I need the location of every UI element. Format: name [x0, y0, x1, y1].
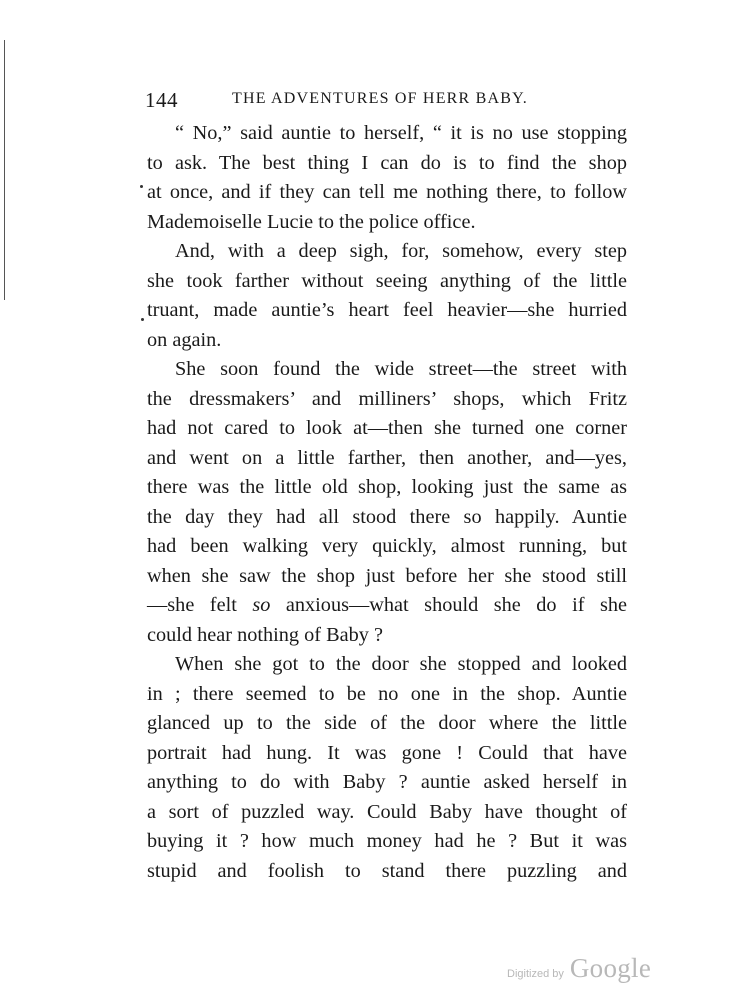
text-line: had been walking very quickly, almost running, but	[147, 535, 627, 557]
google-logo: Google	[569, 953, 652, 983]
ink-speck	[140, 185, 143, 188]
paragraph	[147, 119, 627, 237]
watermark-prefix: Digitized by	[507, 968, 564, 980]
paragraph	[147, 355, 627, 650]
text-run: anxious—what should she do if she	[270, 594, 627, 616]
digitized-watermark	[507, 953, 651, 984]
body-text	[147, 119, 627, 886]
text-line: When she got to the door she stopped and looked	[175, 653, 627, 675]
text-line: the day they had all stood there so happily. Auntie	[147, 505, 627, 528]
text-run: —she felt	[147, 594, 253, 616]
text-line: portrait had hung. It was gone ! Could that have	[147, 741, 627, 764]
text-line: and went on a little farther, then another, and—yes,	[147, 446, 627, 469]
text-line: a sort of puzzled way. Could Baby have thought of	[147, 800, 627, 823]
text-line: when she saw the shop just before her she stood still	[147, 564, 627, 587]
text-line: had not cared to look at—then she turned one corner	[147, 417, 627, 439]
paragraph	[147, 650, 627, 886]
emphasis-text: so	[252, 594, 271, 616]
text-line: in ; there seemed to be no one in the shop. Auntie	[147, 682, 627, 705]
text-line: “ No,” said auntie to herself, “ it is no use stopping	[175, 122, 627, 144]
text-line: stupid and foolish to stand there puzzling and	[147, 859, 627, 882]
running-head	[145, 88, 635, 114]
ink-speck	[141, 318, 144, 321]
paragraph	[147, 237, 627, 355]
running-title: THE ADVENTURES OF HERR BABY.	[232, 90, 528, 107]
text-line: could hear nothing of Baby ?	[147, 623, 383, 646]
text-line: glanced up to the side of the door where the little	[147, 712, 627, 734]
text-line: truant, made auntie’s heart feel heavier—she hurried	[147, 299, 627, 321]
text-line	[147, 591, 627, 621]
text-line: on again.	[147, 328, 222, 351]
page-number: 144	[145, 88, 178, 112]
text-line: she took farther without seeing anything of the little	[147, 269, 627, 292]
page-edge-line	[4, 40, 5, 300]
text-line: anything to do with Baby ? auntie asked herself in	[147, 771, 627, 793]
text-line: buying it ? how much money had he ? But it was	[147, 830, 627, 852]
text-line: at once, and if they can tell me nothing there, to follow	[147, 181, 627, 203]
text-line: to ask. The best thing I can do is to find the shop	[147, 151, 627, 174]
text-line: Mademoiselle Lucie to the police office.	[147, 210, 476, 233]
text-line: She soon found the wide street—the street with	[175, 358, 627, 380]
text-line: there was the little old shop, looking just the same as	[147, 476, 627, 498]
text-line: And, with a deep sigh, for, somehow, every step	[175, 240, 627, 262]
text-line: the dressmakers’ and milliners’ shops, which Fritz	[147, 387, 627, 410]
